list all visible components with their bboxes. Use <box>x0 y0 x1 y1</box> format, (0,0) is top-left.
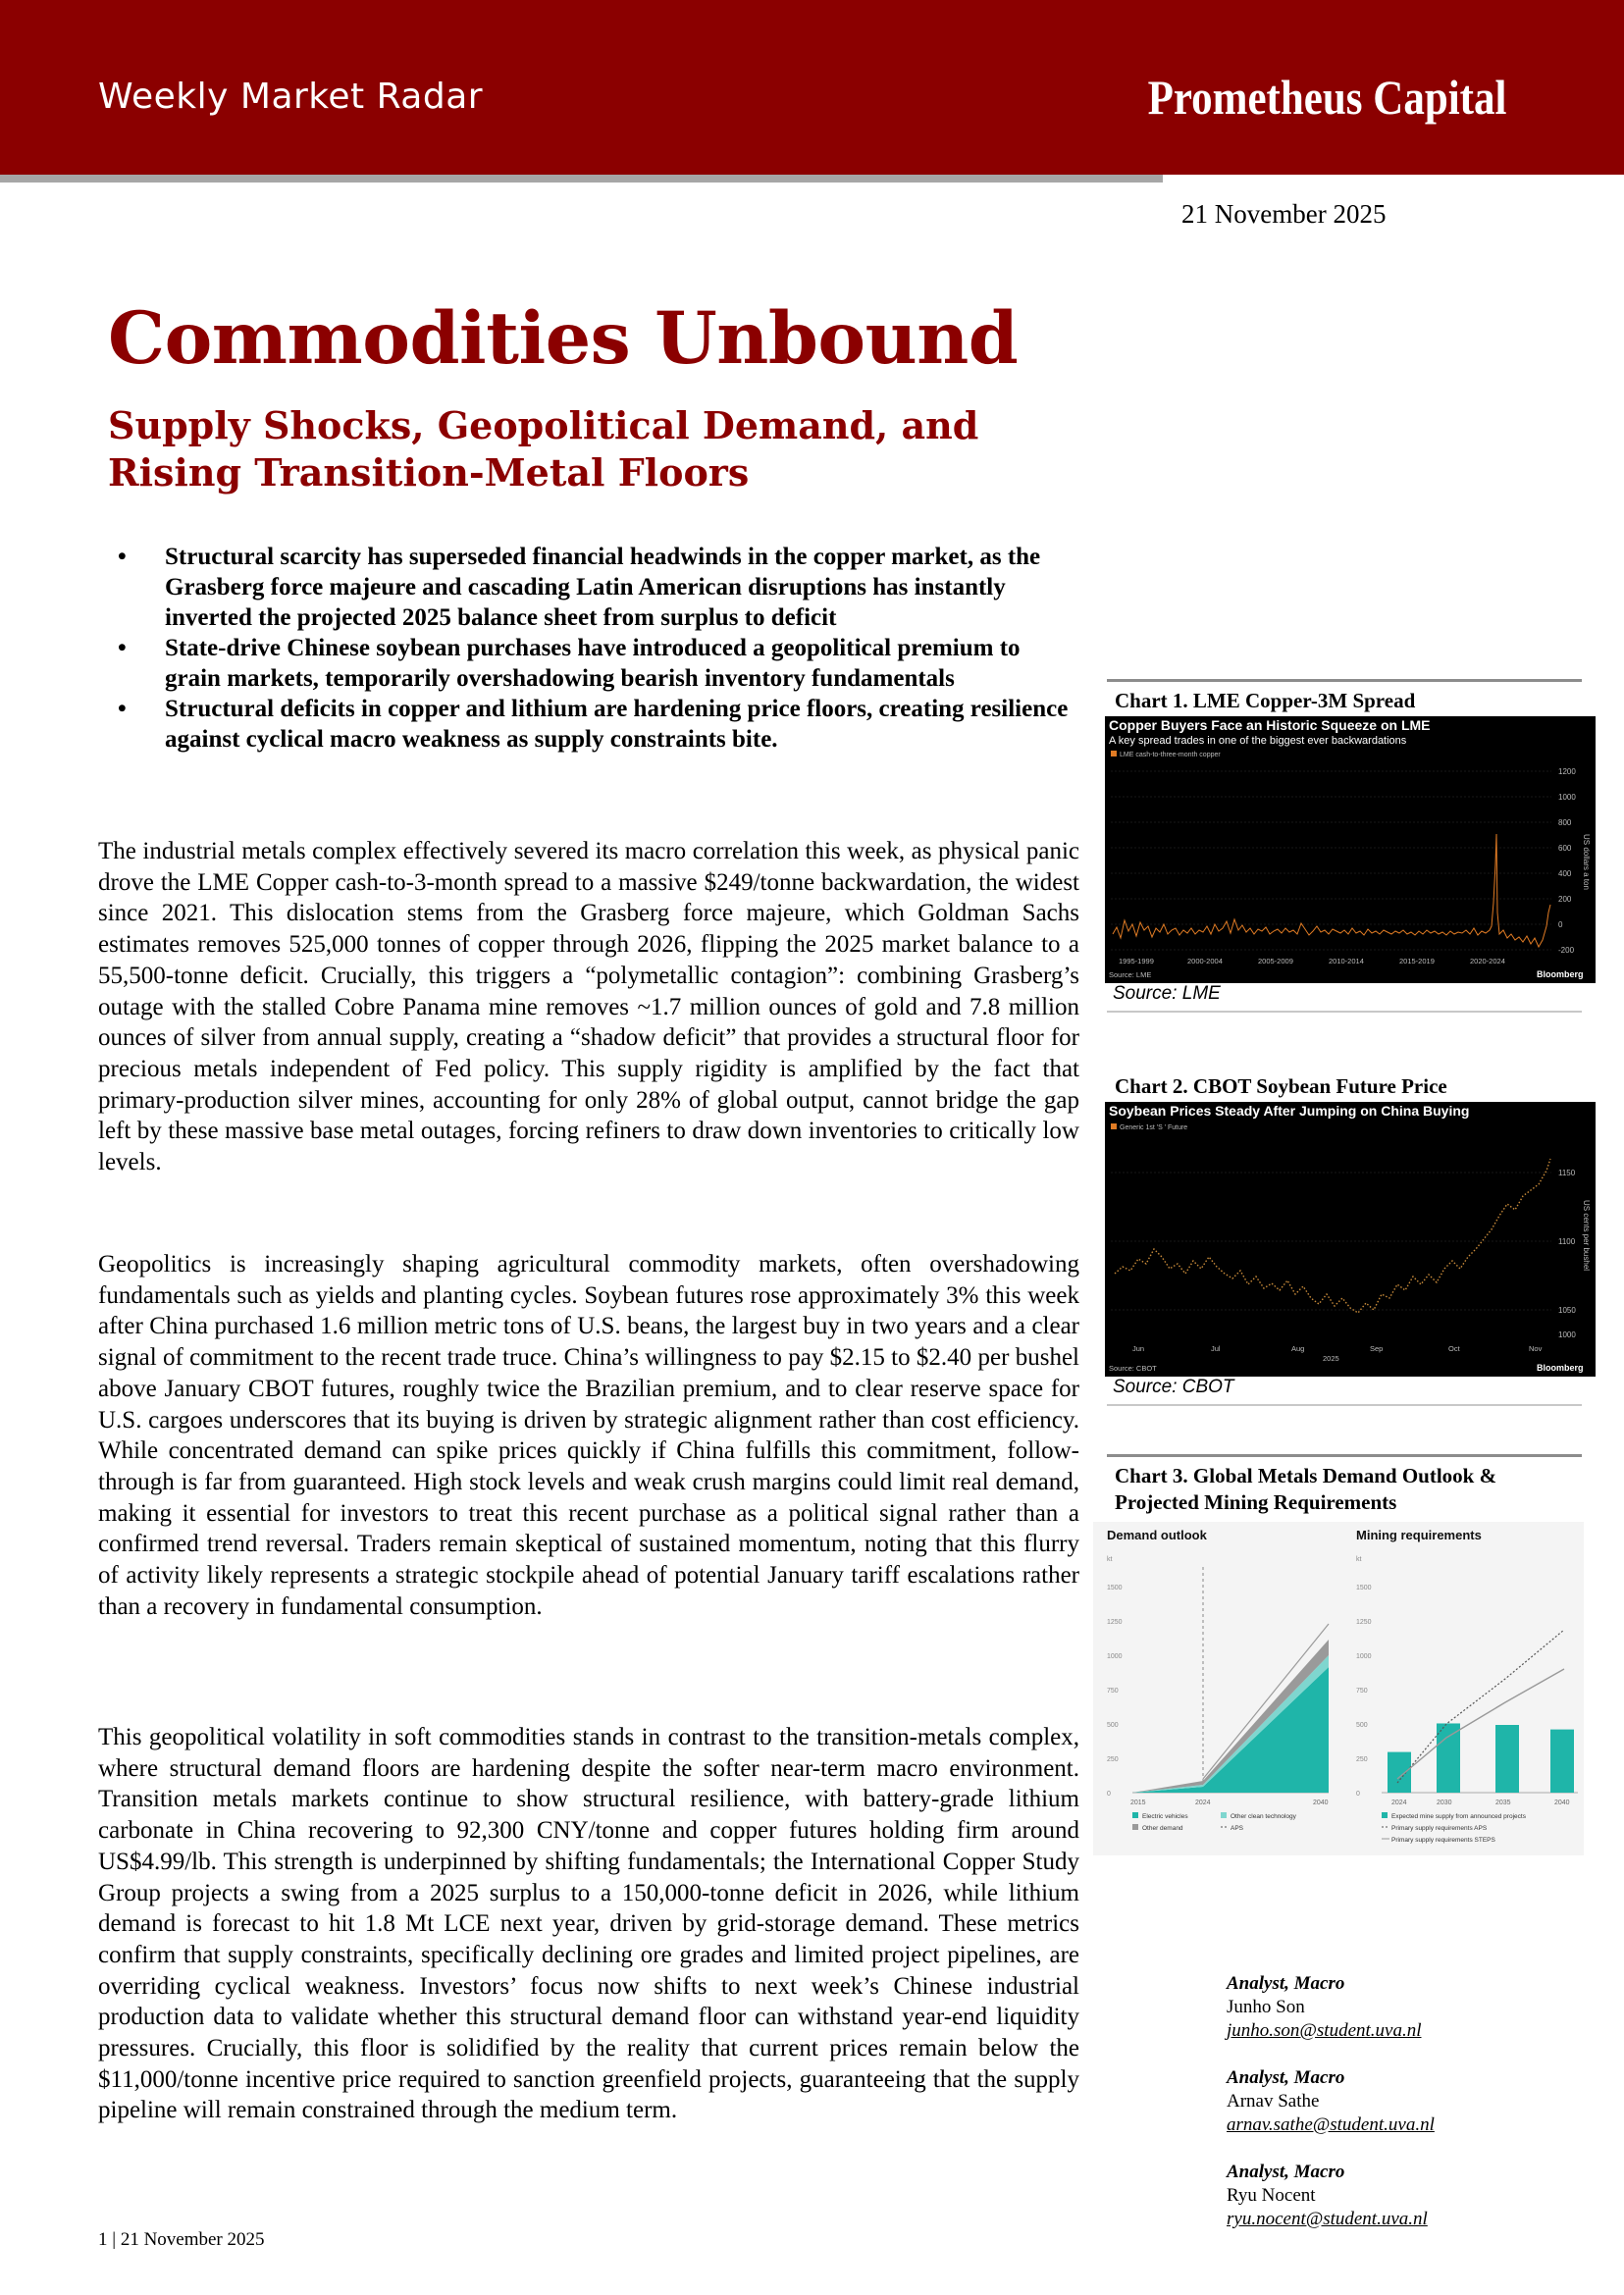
analyst-role: Analyst, Macro <box>1227 2067 1345 2088</box>
svg-text:Other clean technology: Other clean technology <box>1231 1813 1296 1820</box>
panel-title: Mining requirements <box>1356 1528 1482 1542</box>
chart-rule <box>1107 1011 1582 1013</box>
svg-text:Primary supply requirements ST: Primary supply requirements STEPS <box>1391 1837 1495 1844</box>
metals-demand-chart <box>1093 1522 1584 1932</box>
svg-text:1000: 1000 <box>1356 1653 1372 1660</box>
analyst-name: Ryu Nocent <box>1227 2185 1316 2206</box>
x-tick: 1995-1999 <box>1119 957 1154 965</box>
body-paragraph: Geopolitics is increasingly shaping agricultural commodity markets, often overshadowing fundamentals such as yields and planting cycles. Soybean futures rose approximately 3% this week after China purchased 1.6 million metric tons of U.S. beans, the largest buy in two years and a clear signal of commitment to the recent trade truce. China’s willingness to pay $2.15 to $2.40 per bushel above January CBOT futures, roughly twice the Brazilian premium, and to clear reserve space for U.S. cargoes underscores that its buying is driven by strategic alignment rather than cost efficiency. While concentrated demand can spike prices quickly if China fulfills this commitment, follow-through is far from guaranteed. High stock levels and weak crush margins could limit real demand, making it essential for investors to treat this recent purchase as a political signal rather than a confirmed trend reversal. Traders remain skeptical of sustained momentum, noting that this flurry of activity likely represents a strategic stockpile ahead of potential January tariff escalations rather than a recovery in fundamental consumption. <box>98 1251 1079 1620</box>
unit-label: kt <box>1107 1556 1113 1563</box>
chart-source: Source: LME <box>1113 983 1221 1004</box>
chart-image <box>1093 1522 1584 1932</box>
y-tick: 200 <box>1558 895 1572 904</box>
svg-text:2015: 2015 <box>1130 1799 1146 1806</box>
svg-text:1500: 1500 <box>1356 1585 1372 1591</box>
svg-text:250: 250 <box>1107 1756 1119 1763</box>
svg-text:2035: 2035 <box>1495 1799 1511 1806</box>
key-point: • State-drive Chinese soybean purchases have introduced a geopolitical premium to grain markets, temporarily overshadowing bearish inventory fundamentals <box>108 633 1070 694</box>
legend-label: LME cash-to-three-month copper <box>1120 752 1221 758</box>
header-divider <box>0 175 1163 183</box>
chart-background <box>1105 1102 1596 1377</box>
page-subtitle: Supply Shocks, Geopolitical Demand, and Rising Transition-Metal Floors <box>108 403 979 495</box>
analyst-email-link[interactable]: arnav.sathe@student.uva.nl <box>1227 2114 1435 2135</box>
svg-text:2030: 2030 <box>1437 1799 1452 1806</box>
y-axis-unit: US dollars a ton <box>1582 834 1591 890</box>
copper-spread-chart <box>1105 716 1596 983</box>
y-axis-unit: US cents per bushel <box>1582 1200 1591 1272</box>
svg-text:Electric vehicles: Electric vehicles <box>1142 1813 1188 1820</box>
x-tick: Jun <box>1132 1344 1145 1353</box>
bloomberg-wordmark: Bloomberg <box>1537 1363 1584 1373</box>
svg-text:1250: 1250 <box>1107 1619 1123 1626</box>
report-date: 21 November 2025 <box>1181 199 1387 229</box>
y-tick: 800 <box>1558 818 1572 827</box>
unit-label: kt <box>1356 1556 1362 1563</box>
y-tick: 1150 <box>1558 1169 1576 1177</box>
svg-text:APS: APS <box>1231 1825 1244 1832</box>
analyst-contacts <box>1227 1972 1580 2255</box>
chart-3 <box>1107 1454 1582 1877</box>
svg-text:Expected mine supply from anno: Expected mine supply from announced projects <box>1391 1813 1526 1820</box>
mine-supply-bar <box>1388 1752 1411 1793</box>
mine-supply-bar <box>1550 1730 1574 1793</box>
y-tick: 600 <box>1558 844 1572 853</box>
x-tick: Oct <box>1448 1344 1460 1353</box>
report-series-title: Weekly Market Radar <box>98 77 484 117</box>
svg-text:250: 250 <box>1356 1756 1368 1763</box>
svg-text:1250: 1250 <box>1356 1619 1372 1626</box>
mine-supply-bar <box>1437 1723 1460 1793</box>
footer-date: 21 November 2025 <box>120 2229 265 2250</box>
analyst-name: Arnav Sathe <box>1227 2091 1320 2112</box>
body-paragraph: This geopolitical volatility in soft commodities stands in contrast to the transition-metals complex, where structural demand floors are hardening despite the softer near-term macro environment. Transition metals markets continue to show structural resilience, with battery-grade lithium carbonate in China recovering to 92,300 CNY/tonne and copper futures holding firm around US$4.99/lb. This strength is underpinned by shifting fundamentals; the International Copper Study Group projects a swing from a 2025 surplus to a 150,000-tonne deficit in 2026, while lithium demand is forecast to hit 1.8 Mt LCE next year, driven by grid-storage demand. These metrics confirm that supply constraints, specifically declining ore grades and limited project pipelines, are overriding cyclical weakness. Investors’ focus now shifts to next week’s Chinese industrial production data to validate whether this structural demand floor can withstand year-end liquidity pressures. Crucially, this floor is solidified by the reality that current prices remain below the $11,000/tonne incentive price required to sanction greenfield projects, guaranteeing that the supply pipeline will remain constrained through the medium term. <box>98 1724 1079 2124</box>
chart-title: Chart 2. CBOT Soybean Future Price <box>1115 1074 1447 1098</box>
chart-headline: Soybean Prices Steady After Jumping on China Buying <box>1109 1103 1470 1119</box>
y-tick: 1000 <box>1558 793 1576 802</box>
analyst-card <box>1227 1972 1580 2043</box>
body-paragraph: The industrial metals complex effectively severed its macro correlation this week, as physical panic drove the LME Copper cash-to-3-month spread to a massive $249/tonne backwardation, the widest since 2021. This dislocation stems from the Grasberg force majeure, which Goldman Sachs estimates removes 525,000 tonnes of copper through 2026, flipping the 2025 market balance to a 55,500-tonne deficit. Crucially, this triggers a “polymetallic contagion”: combining Grasberg’s outage with the stalled Cobre Panama mine removes ~1.7 million ounces of gold and 7.8 million ounces of silver from annual supply, creating a “shadow deficit” that provides a structural floor for precious metals independent of Fed policy. This supply rigidity is amplified by the fact that primary-production silver mines, accounting for only 28% of global output, cannot bridge the gap left by these massive base metal outages, forcing refiners to draw down inventories to critically low levels. <box>98 838 1079 1176</box>
x-tick: 2020-2024 <box>1470 957 1505 965</box>
panel-title: Demand outlook <box>1107 1528 1207 1542</box>
analyst-role: Analyst, Macro <box>1227 2162 1345 2182</box>
svg-text:2024: 2024 <box>1195 1799 1211 1806</box>
x-axis-year: 2025 <box>1323 1354 1339 1363</box>
legend-swatch <box>1111 1123 1117 1129</box>
chart-subhead: A key spread trades in one of the biggest ever backwardations <box>1109 735 1407 747</box>
y-tick: -200 <box>1558 946 1575 955</box>
legend-swatch <box>1111 751 1117 756</box>
svg-text:Primary supply requirements AP: Primary supply requirements APS <box>1391 1825 1488 1832</box>
y-tick: 1200 <box>1558 767 1576 776</box>
x-tick: Aug <box>1291 1344 1305 1353</box>
svg-text:2024: 2024 <box>1391 1799 1407 1806</box>
chart-footer-source: Source: CBOT <box>1109 1364 1157 1373</box>
chart-rule <box>1107 1404 1582 1406</box>
page-number: 1 <box>98 2229 108 2250</box>
x-tick: 2005-2009 <box>1258 957 1293 965</box>
y-tick: 400 <box>1558 869 1572 878</box>
x-tick: Sep <box>1370 1344 1384 1353</box>
svg-text:500: 500 <box>1356 1722 1368 1729</box>
x-tick: 2010-2014 <box>1329 957 1364 965</box>
mine-supply-bar <box>1495 1725 1519 1793</box>
x-tick: 2015-2019 <box>1399 957 1435 965</box>
chart-1 <box>1107 679 1591 1013</box>
analyst-card <box>1227 2066 1580 2137</box>
y-tick: 1000 <box>1558 1330 1576 1339</box>
analyst-card <box>1227 2161 1580 2231</box>
legend-label: Generic 1st 'S ' Future <box>1120 1124 1188 1131</box>
key-point: • Structural deficits in copper and lithium are hardening price floors, creating resilience against cyclical macro weakness as supply constraints bite. <box>108 694 1070 755</box>
footer-separator: | <box>112 2229 117 2250</box>
chart-2 <box>1107 1068 1591 1406</box>
svg-text:1500: 1500 <box>1107 1585 1123 1591</box>
chart-source: Source: CBOT <box>1113 1377 1234 1397</box>
svg-text:2040: 2040 <box>1313 1799 1329 1806</box>
svg-text:500: 500 <box>1107 1722 1119 1729</box>
key-points <box>108 542 1070 755</box>
chart-title: Chart 1. LME Copper-3M Spread <box>1115 689 1416 712</box>
svg-text:750: 750 <box>1356 1688 1368 1695</box>
page-title: Commodities Unbound <box>108 296 1019 381</box>
key-point: • Structural scarcity has superseded financial headwinds in the copper market, as the Grasberg force majeure and cascading Latin American disruptions has instantly inverted the projected 2025 balance sheet from surplus to deficit <box>108 542 1070 633</box>
analyst-email-link[interactable]: junho.son@student.uva.nl <box>1227 2020 1422 2041</box>
bloomberg-wordmark: Bloomberg <box>1537 969 1584 979</box>
y-tick: 1050 <box>1558 1306 1576 1315</box>
x-tick: Nov <box>1529 1344 1543 1353</box>
soybean-futures-chart <box>1105 1102 1596 1377</box>
brand-logo: Prometheus Capital <box>1147 70 1506 125</box>
chart-image <box>1105 716 1596 983</box>
svg-text:0: 0 <box>1356 1791 1360 1798</box>
chart-title: Chart 3. Global Metals Demand Outlook & Projected Mining Requirements <box>1115 1464 1497 1514</box>
svg-text:0: 0 <box>1107 1791 1111 1798</box>
svg-text:2040: 2040 <box>1554 1799 1570 1806</box>
svg-text:Other demand: Other demand <box>1142 1825 1183 1832</box>
x-tick: 2000-2004 <box>1187 957 1223 965</box>
analyst-email-link[interactable]: ryu.nocent@student.uva.nl <box>1227 2209 1428 2229</box>
chart-image <box>1105 1102 1596 1377</box>
analyst-role: Analyst, Macro <box>1227 1973 1345 1994</box>
analyst-name: Junho Son <box>1227 1997 1305 2017</box>
y-tick: 0 <box>1558 920 1563 929</box>
svg-text:1000: 1000 <box>1107 1653 1123 1660</box>
page-footer <box>98 2229 265 2251</box>
y-tick: 1100 <box>1558 1237 1576 1246</box>
svg-text:750: 750 <box>1107 1688 1119 1695</box>
chart-headline: Copper Buyers Face an Historic Squeeze on LME <box>1109 717 1431 733</box>
chart-blank-area <box>1093 1855 1584 1932</box>
x-tick: Jul <box>1211 1344 1221 1353</box>
chart-footer-source: Source: LME <box>1109 970 1152 979</box>
